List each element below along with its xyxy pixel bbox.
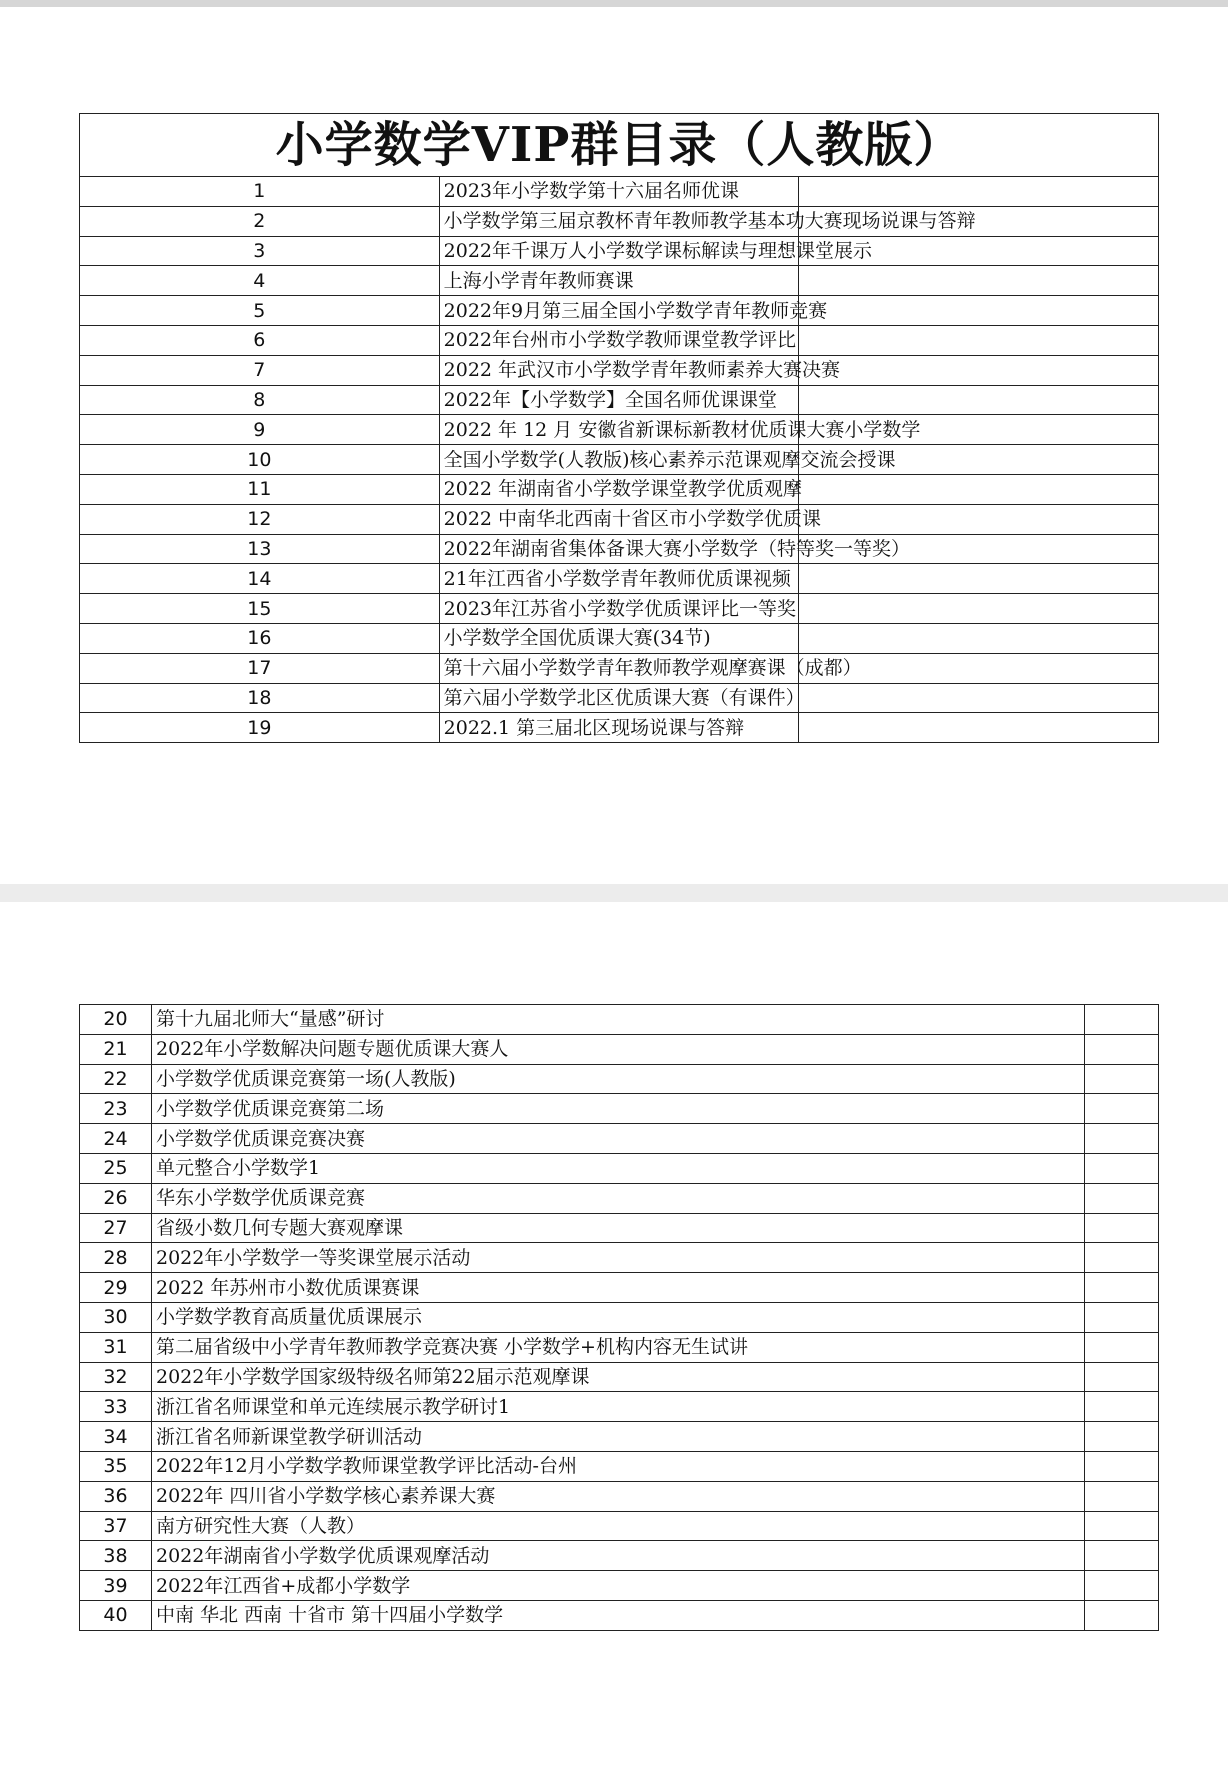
- table-row: [80, 1273, 1159, 1303]
- row-number: 17: [80, 653, 440, 683]
- blank-cell: [799, 564, 1159, 594]
- blank-cell: [799, 296, 1159, 326]
- row-title: 2022年【小学数学】全国名师优课课堂: [439, 385, 799, 415]
- table-row: [80, 355, 1159, 385]
- row-number: 35: [80, 1451, 152, 1481]
- blank-cell: [1085, 1005, 1159, 1035]
- row-title: 2022年小学数学国家级特级名师第22届示范观摩课: [152, 1362, 1085, 1392]
- blank-cell: [1085, 1392, 1159, 1422]
- row-number: 38: [80, 1541, 152, 1571]
- row-title: 2022 年湖南省小学数学课堂教学优质观摩: [439, 474, 799, 504]
- row-title: 第六届小学数学北区优质课大赛（有课件）: [439, 683, 799, 713]
- blank-cell: [1085, 1183, 1159, 1213]
- blank-cell: [1085, 1213, 1159, 1243]
- row-title: 单元整合小学数学1: [152, 1153, 1085, 1183]
- row-title: 上海小学青年教师赛课: [439, 266, 799, 296]
- row-title: 2022年千课万人小学数学课标解读与理想课堂展示: [439, 236, 799, 266]
- row-title: 2022年湖南省集体备课大赛小学数学（特等奖一等奖）: [439, 534, 799, 564]
- row-title: 南方研究性大赛（人教）: [152, 1511, 1085, 1541]
- row-number: 36: [80, 1481, 152, 1511]
- row-number: 4: [80, 266, 440, 296]
- table-row: [80, 1243, 1159, 1273]
- row-number: 5: [80, 296, 440, 326]
- row-title: 小学数学优质课竞赛第一场(人教版): [152, 1064, 1085, 1094]
- table-row: [80, 564, 1159, 594]
- blank-cell: [1085, 1034, 1159, 1064]
- blank-cell: [799, 683, 1159, 713]
- blank-cell: [1085, 1541, 1159, 1571]
- row-title: 2022 年武汉市小学数学青年教师素养大赛决赛: [439, 355, 799, 385]
- row-number: 1: [80, 177, 440, 207]
- blank-cell: [1085, 1302, 1159, 1332]
- row-title: 省级小数几何专题大赛观摩课: [152, 1213, 1085, 1243]
- blank-cell: [1085, 1243, 1159, 1273]
- table-row: [80, 474, 1159, 504]
- row-number: 29: [80, 1273, 152, 1303]
- row-title: 2022 年苏州市小数优质课赛课: [152, 1273, 1085, 1303]
- row-number: 25: [80, 1153, 152, 1183]
- table-row: [80, 504, 1159, 534]
- row-number: 37: [80, 1511, 152, 1541]
- row-title: 2022.1 第三届北区现场说课与答辩: [439, 713, 799, 743]
- blank-cell: [1085, 1332, 1159, 1362]
- row-number: 40: [80, 1600, 152, 1630]
- blank-cell: [799, 623, 1159, 653]
- table-row: [80, 1511, 1159, 1541]
- row-title: 小学数学优质课竞赛决赛: [152, 1124, 1085, 1154]
- table-row: [80, 1571, 1159, 1601]
- table-row: [80, 325, 1159, 355]
- catalog-title: 小学数学VIP群目录（人教版）: [80, 114, 1159, 177]
- row-title: 2022年小学数解决问题专题优质课大赛人: [152, 1034, 1085, 1064]
- row-title: 2023年小学数学第十六届名师优课: [439, 177, 799, 207]
- row-title: 浙江省名师课堂和单元连续展示教学研讨1: [152, 1392, 1085, 1422]
- table-row: [80, 385, 1159, 415]
- blank-cell: [1085, 1064, 1159, 1094]
- row-number: 19: [80, 713, 440, 743]
- row-title: 2022年9月第三届全国小学数学青年教师竞赛: [439, 296, 799, 326]
- row-number: 9: [80, 415, 440, 445]
- table-row: [80, 1422, 1159, 1452]
- blank-cell: [1085, 1571, 1159, 1601]
- blank-cell: [1085, 1124, 1159, 1154]
- row-title: 21年江西省小学数学青年教师优质课视频: [439, 564, 799, 594]
- row-title: 小学数学全国优质课大赛(34节): [439, 623, 799, 653]
- table-row: [80, 1183, 1159, 1213]
- row-title: 第十六届小学数学青年教师教学观摩赛课（成都）: [439, 653, 799, 683]
- table-row: [80, 1600, 1159, 1630]
- document-page-1: [0, 0, 1228, 884]
- table-row: [80, 1332, 1159, 1362]
- blank-cell: [799, 713, 1159, 743]
- row-number: 12: [80, 504, 440, 534]
- table-row: [80, 1094, 1159, 1124]
- table-row: [80, 623, 1159, 653]
- row-number: 8: [80, 385, 440, 415]
- row-number: 23: [80, 1094, 152, 1124]
- blank-cell: [1085, 1153, 1159, 1183]
- row-title: 2022年12月小学数学教师课堂教学评比活动-台州: [152, 1451, 1085, 1481]
- table-row: [80, 1392, 1159, 1422]
- table-row: [80, 534, 1159, 564]
- row-number: 7: [80, 355, 440, 385]
- row-number: 6: [80, 325, 440, 355]
- row-number: 13: [80, 534, 440, 564]
- blank-cell: [799, 504, 1159, 534]
- row-number: 18: [80, 683, 440, 713]
- table-row: [80, 713, 1159, 743]
- table-row: [80, 1302, 1159, 1332]
- row-number: 33: [80, 1392, 152, 1422]
- blank-cell: [1085, 1600, 1159, 1630]
- row-number: 11: [80, 474, 440, 504]
- row-number: 3: [80, 236, 440, 266]
- row-number: 24: [80, 1124, 152, 1154]
- document-page-2: [0, 902, 1228, 1770]
- blank-cell: [799, 266, 1159, 296]
- row-title: 2022 年 12 月 安徽省新课标新教材优质课大赛小学数学: [439, 415, 799, 445]
- row-number: 28: [80, 1243, 152, 1273]
- row-title: 小学数学教育高质量优质课展示: [152, 1302, 1085, 1332]
- row-number: 27: [80, 1213, 152, 1243]
- row-number: 15: [80, 594, 440, 624]
- row-title: 第二届省级中小学青年教师教学竞赛决赛 小学数学+机构内容无生试讲: [152, 1332, 1085, 1362]
- row-title: 浙江省名师新课堂教学研训活动: [152, 1422, 1085, 1452]
- row-number: 22: [80, 1064, 152, 1094]
- row-title: 第十九届北师大“量感”研讨: [152, 1005, 1085, 1035]
- row-number: 39: [80, 1571, 152, 1601]
- row-number: 30: [80, 1302, 152, 1332]
- row-title: 华东小学数学优质课竞赛: [152, 1183, 1085, 1213]
- row-title: 2022年 四川省小学数学核心素养课大赛: [152, 1481, 1085, 1511]
- blank-cell: [799, 474, 1159, 504]
- table-row: [80, 1481, 1159, 1511]
- table-row: [80, 594, 1159, 624]
- row-number: 16: [80, 623, 440, 653]
- blank-cell: [1085, 1362, 1159, 1392]
- row-title: 2022年小学数学一等奖课堂展示活动: [152, 1243, 1085, 1273]
- blank-cell: [799, 594, 1159, 624]
- row-title: 2022年台州市小学数学教师课堂教学评比: [439, 325, 799, 355]
- title-row: [80, 114, 1159, 177]
- table-row: [80, 296, 1159, 326]
- row-number: 14: [80, 564, 440, 594]
- row-title: 2022 中南华北西南十省区市小学数学优质课: [439, 504, 799, 534]
- blank-cell: [1085, 1094, 1159, 1124]
- row-number: 2: [80, 206, 440, 236]
- table-row: [80, 1541, 1159, 1571]
- row-title: 2023年江苏省小学数学优质课评比一等奖: [439, 594, 799, 624]
- row-number: 10: [80, 445, 440, 475]
- table-row: [80, 1064, 1159, 1094]
- row-number: 34: [80, 1422, 152, 1452]
- row-title: 小学数学第三届京教杯青年教师教学基本功大赛现场说课与答辩: [439, 206, 799, 236]
- row-title: 全国小学数学(人教版)核心素养示范课观摩交流会授课: [439, 445, 799, 475]
- blank-cell: [799, 385, 1159, 415]
- blank-cell: [1085, 1481, 1159, 1511]
- blank-cell: [799, 325, 1159, 355]
- table-row: [80, 445, 1159, 475]
- blank-cell: [1085, 1451, 1159, 1481]
- table-row: [80, 1213, 1159, 1243]
- table-row: [80, 1034, 1159, 1064]
- table-row: [80, 236, 1159, 266]
- row-number: 31: [80, 1332, 152, 1362]
- row-title: 2022年江西省+成都小学数学: [152, 1571, 1085, 1601]
- catalog-table-1: [79, 113, 1159, 743]
- row-number: 20: [80, 1005, 152, 1035]
- table-row: [80, 1153, 1159, 1183]
- row-title: 小学数学优质课竞赛第二场: [152, 1094, 1085, 1124]
- catalog-table-2: [79, 1004, 1159, 1631]
- table-row: [80, 1362, 1159, 1392]
- blank-cell: [799, 177, 1159, 207]
- table-row: [80, 206, 1159, 236]
- table-row: [80, 1451, 1159, 1481]
- blank-cell: [799, 355, 1159, 385]
- blank-cell: [1085, 1422, 1159, 1452]
- row-number: 21: [80, 1034, 152, 1064]
- row-title: 2022年湖南省小学数学优质课观摩活动: [152, 1541, 1085, 1571]
- table-row: [80, 1005, 1159, 1035]
- table-row: [80, 683, 1159, 713]
- blank-cell: [1085, 1273, 1159, 1303]
- blank-cell: [1085, 1511, 1159, 1541]
- table-row: [80, 415, 1159, 445]
- table-row: [80, 653, 1159, 683]
- row-number: 26: [80, 1183, 152, 1213]
- row-number: 32: [80, 1362, 152, 1392]
- table-row: [80, 266, 1159, 296]
- table-row: [80, 1124, 1159, 1154]
- row-title: 中南 华北 西南 十省市 第十四届小学数学: [152, 1600, 1085, 1630]
- table-row: [80, 177, 1159, 207]
